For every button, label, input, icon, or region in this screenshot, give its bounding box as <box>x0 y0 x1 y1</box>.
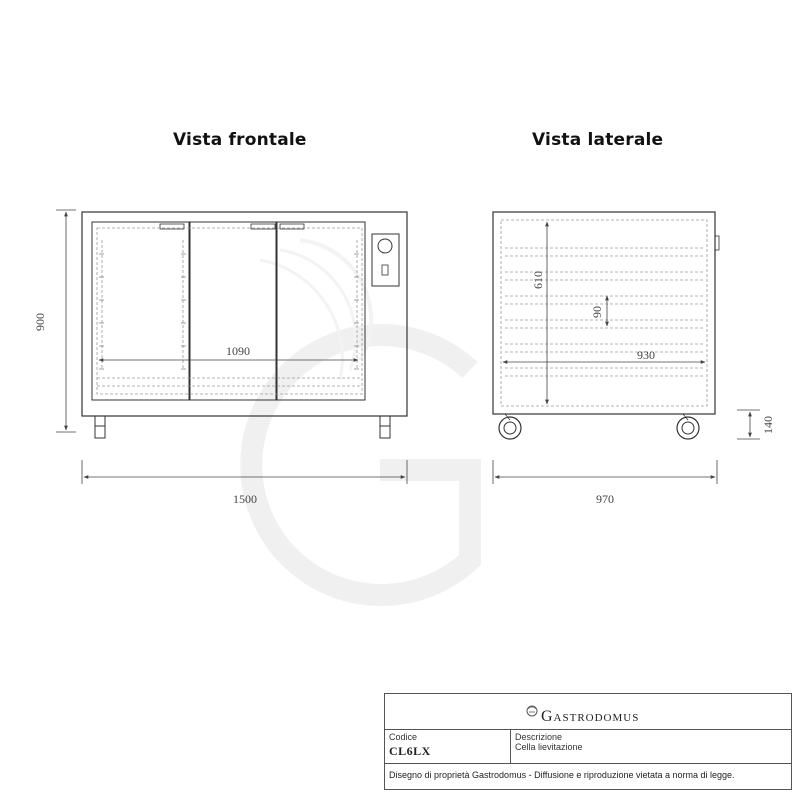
side-wheel <box>499 417 521 439</box>
code-label: Codice <box>389 732 418 742</box>
front-cabinet-outline <box>82 212 407 416</box>
control-dial <box>378 239 392 253</box>
front-caster <box>95 416 105 426</box>
dim-side-wheel-height: 140 <box>761 416 775 434</box>
side-view-title: Vista laterale <box>532 130 664 150</box>
description-value: Cella lievitazione <box>515 742 583 752</box>
dim-side-shelf-spacing: 90 <box>590 306 604 318</box>
code-cell <box>385 730 511 763</box>
front-view-title: Vista frontale <box>173 130 307 150</box>
dim-front-height: 900 <box>33 313 47 331</box>
front-door-left <box>92 222 189 400</box>
watermark-logo <box>251 240 470 595</box>
control-panel <box>372 234 399 286</box>
description-label: Descrizione <box>515 732 563 742</box>
front-caster <box>95 426 105 438</box>
dim-front-inner-width: 1090 <box>226 344 250 358</box>
control-switch <box>382 265 388 275</box>
front-door-middle <box>190 222 276 400</box>
side-cabinet-outline <box>493 212 715 414</box>
dim-front-width: 1500 <box>233 492 257 506</box>
side-view <box>493 212 719 439</box>
front-caster <box>380 416 390 426</box>
front-caster <box>380 426 390 438</box>
front-view <box>82 212 407 438</box>
code-value: CL6LX <box>389 744 431 758</box>
brand-name: Gastrodomus <box>541 708 640 725</box>
title-block <box>384 693 792 790</box>
dim-side-width: 970 <box>596 492 614 506</box>
title-block-info-row <box>385 730 791 764</box>
title-block-brand <box>385 694 791 730</box>
side-wheel-hub <box>504 422 516 434</box>
description-cell <box>511 730 791 763</box>
side-wheel-hub <box>682 422 694 434</box>
dim-side-inner-width: 930 <box>637 348 655 362</box>
gastrodomus-logo-icon <box>525 704 539 718</box>
dim-side-inner-height: 610 <box>531 271 545 289</box>
side-wheel <box>677 417 699 439</box>
copyright-footer: Disegno di proprietà Gastrodomus - Diffusione e riproduzione vietata a norma di legge. <box>389 770 735 780</box>
